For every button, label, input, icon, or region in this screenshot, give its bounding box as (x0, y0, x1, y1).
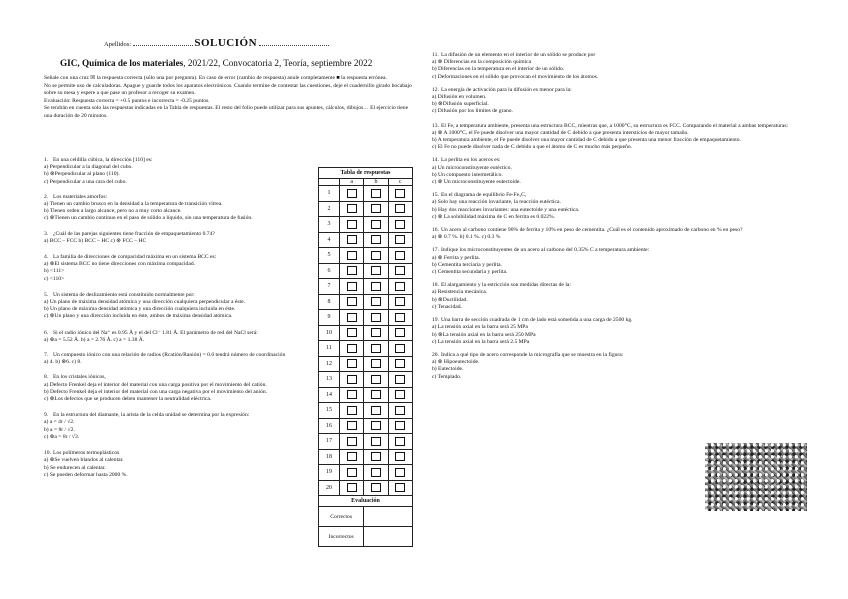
question-number: 17. (432, 247, 439, 254)
answer-checkbox[interactable] (347, 189, 357, 198)
option-b: b) ⊗Perpendicular al plano (110). (44, 171, 120, 178)
option-b: b) ⊗Difusión superficial. (432, 101, 489, 108)
evaluation-label: Correctos (319, 507, 364, 527)
option-a: a) ⊗ 0.7 %. b) 0.1 %. c) 0.3 % (432, 234, 501, 241)
option-a: a) 4. b) ⊗6. c) 8. (44, 359, 82, 366)
answer-cell (340, 232, 364, 248)
question-text: La energía de activación para la difusión es menor para la: (441, 86, 572, 93)
question-text: La perlita en los aceros es: (441, 157, 501, 164)
option-c: c) ⊗Un plano y una dirección incluida en éste, ambos de máxima densidad atómica. (44, 313, 233, 320)
question-text: Los materiales amorfos: (53, 193, 108, 200)
answer-row (319, 418, 413, 434)
answer-cell (388, 449, 412, 465)
option-a: a) Solo hay una reacción invariante, la reacción eutéctica. (432, 199, 561, 206)
answer-cell (340, 418, 364, 434)
answer-row (319, 201, 413, 217)
option-b: b) Un plano de máxima densidad atómica y una dirección cualquiera incluida en éste. (44, 306, 236, 313)
option-c: c) Se pueden deformar hasta 2000 %. (44, 471, 128, 478)
answer-cell (340, 465, 364, 481)
answer-cell (364, 279, 388, 295)
answer-checkbox[interactable] (347, 437, 357, 446)
question-19 (432, 317, 807, 346)
instruction-3: Evaluación: Respuesta correcta = +0.5 puntos e incorrecta = -0.25 puntos. (44, 97, 210, 104)
option-a: a) La tensión axial en la barra será 25 MPa (432, 324, 528, 331)
question-number: 11. (432, 52, 439, 58)
row-number: 14 (319, 387, 340, 403)
answer-cell (364, 418, 388, 434)
question-number: 4. (44, 254, 49, 261)
answer-cell (340, 279, 364, 295)
answer-table-title: Tabla de respuestas (319, 168, 413, 179)
col-header: b (364, 179, 388, 186)
answer-row (319, 341, 413, 357)
answer-cell (388, 232, 412, 248)
option-a: a) ⊗ A 1000°C, el Fe puede disolver una mayor cantidad de C debido a que presenta intersticios de mayor tamaño. (432, 129, 689, 136)
answer-cell (388, 310, 412, 326)
row-number: 19 (319, 465, 340, 481)
answer-cell (364, 232, 388, 248)
option-b: b) Diferencias en la temperatura en el interior de un sólido. (432, 66, 565, 73)
question-6 (44, 330, 306, 344)
answer-cell (388, 201, 412, 217)
instructions (44, 75, 416, 121)
question-text: En los cristales iónicos, (53, 374, 106, 381)
answer-cell (388, 248, 412, 264)
question-4 (44, 254, 306, 283)
row-number: 2 (319, 201, 340, 217)
question-5 (44, 292, 306, 321)
answer-checkbox[interactable] (395, 266, 405, 275)
question-12 (432, 87, 807, 116)
question-8 (44, 374, 306, 403)
question-10 (44, 450, 306, 479)
question-13 (432, 123, 807, 152)
answer-cell (340, 434, 364, 450)
question-number: 14. (432, 157, 439, 164)
answer-cell (364, 217, 388, 233)
row-number: 17 (319, 434, 340, 450)
evaluation-title: Evaluación (319, 496, 413, 507)
question-text: Un compuesto iónico con una relación de radios (Rcatión/Ranión) = 0.6 tendrá número de coordinación (53, 352, 286, 359)
option-c: c) Perpendicular a una cara del cubo. (44, 178, 127, 185)
option-a: a) ⊗Se vuelven blandos al calentar. (44, 457, 124, 464)
answer-checkbox[interactable] (395, 452, 405, 461)
answer-checkbox[interactable] (347, 406, 357, 415)
option-b: b) ⊗La tensión axial en la barra será 250 MPa (432, 331, 536, 338)
answer-checkbox[interactable] (395, 359, 405, 368)
row-number: 18 (319, 449, 340, 465)
answer-cell (340, 201, 364, 217)
option-b: b) Tienen orden a largo alcance, pero no a muy corto alcance. (44, 208, 182, 215)
apellidos-line (104, 37, 329, 49)
option-b: b) a = 8r / √2. (44, 426, 75, 433)
option-a: a) Difusión en volumen. (432, 94, 487, 101)
answer-cell (340, 387, 364, 403)
answer-checkbox[interactable] (371, 437, 381, 446)
answer-checkbox[interactable] (371, 282, 381, 291)
answer-cell (340, 310, 364, 326)
row-number: 15 (319, 403, 340, 419)
question-number: 10. (44, 450, 51, 457)
answer-row (319, 248, 413, 264)
answer-checkbox[interactable] (371, 266, 381, 275)
answer-checkbox[interactable] (395, 235, 405, 244)
answer-checkbox[interactable] (347, 282, 357, 291)
answer-checkbox[interactable] (371, 235, 381, 244)
answer-cell (364, 201, 388, 217)
answer-checkbox[interactable] (395, 437, 405, 446)
answer-checkbox[interactable] (395, 344, 405, 353)
answer-cell (388, 418, 412, 434)
answer-checkbox[interactable] (395, 282, 405, 291)
answer-checkbox[interactable] (395, 220, 405, 229)
option-a: a) Perpendicular a la diagonal del cubo. (44, 164, 133, 171)
answer-checkbox[interactable] (347, 468, 357, 477)
row-number: 8 (319, 294, 340, 310)
answer-cell (364, 387, 388, 403)
answer-checkbox[interactable] (371, 204, 381, 213)
question-text: En la estructura del diamante, la arista de la celda unidad se determina por la expresión: (53, 412, 250, 419)
question-17 (432, 247, 807, 276)
answer-checkbox[interactable] (395, 297, 405, 306)
answer-checkbox[interactable] (371, 406, 381, 415)
option-c: c) ⊗Tienen un cambio continuo en el paso de sólido a líquido, sin una temperatura de fusión. (44, 215, 253, 222)
question-number: 20. (432, 351, 439, 358)
answer-cell (364, 294, 388, 310)
answer-checkbox[interactable] (347, 452, 357, 461)
questions-right (432, 52, 807, 387)
question-text: El alargamiento y la estricción son medidas directas de la: (441, 282, 571, 289)
answer-cell (388, 341, 412, 357)
answer-cell (340, 480, 364, 496)
option-c: c) Difusión por los límites de grano. (432, 108, 513, 115)
question-text: Un acero al carbono contiene 90% de ferrita y 10% en peso de cementita. ¿Cuál es el contenido aproximado de carbono en % en peso? (441, 227, 743, 234)
question-9 (44, 412, 306, 441)
option-c: c) ⊗Los defectos que se producen deben mantener la neutralidad eléctrica. (44, 396, 212, 403)
answer-cell (364, 372, 388, 388)
question-number: 19. (432, 317, 439, 324)
answer-row (319, 310, 413, 326)
answer-cell (364, 310, 388, 326)
answer-row (319, 449, 413, 465)
answer-checkbox[interactable] (347, 251, 357, 260)
option-b: b) Se endurecen al calentar. (44, 464, 106, 471)
answer-checkbox[interactable] (395, 406, 405, 415)
row-number: 1 (319, 186, 340, 202)
row-number: 10 (319, 325, 340, 341)
answer-cell (364, 325, 388, 341)
answer-row (319, 434, 413, 450)
answer-checkbox[interactable] (371, 189, 381, 198)
question-text: Un sistema de deslizamiento está constituido normalmente por: (53, 291, 195, 298)
question-18 (432, 282, 807, 311)
answer-checkbox[interactable] (371, 328, 381, 337)
question-number: 7. (44, 352, 49, 359)
answer-cell (340, 248, 364, 264)
option-a: a) Un plano de máxima densidad atómica y una dirección cualquiera perpendicular a éste. (44, 299, 245, 306)
answer-row (319, 294, 413, 310)
row-number: 7 (319, 279, 340, 295)
instruction-2: No se permite uso de calculadoras. Apague y guarde todos los aparatos electrónicos. Cuando termine de contestar las cuestiones, deje el cuadernillo girado bocabajo sobre su mesa y espere a que pase un profesor a recoger su examen. (44, 82, 412, 97)
option-b: b) Cementita terciaria y perlita. (432, 261, 503, 268)
answer-row (319, 263, 413, 279)
option-c: c) Templado. (432, 373, 462, 380)
answer-cell (388, 387, 412, 403)
answer-cell (388, 434, 412, 450)
answer-row (319, 403, 413, 419)
option-a: a) Defecto Frenkel deja el interior del material con una carga positiva por el movimiento del catión. (44, 381, 267, 388)
micrograph-image (705, 443, 807, 511)
answer-checkbox[interactable] (371, 313, 381, 322)
question-text: Los polímeros termoplásticos (53, 450, 120, 457)
question-7 (44, 352, 306, 366)
answer-row (319, 465, 413, 481)
answer-cell (364, 248, 388, 264)
question-text: La familia de direcciones de compacidad máxima en un sistema BCC es: (53, 254, 217, 261)
answer-checkbox[interactable] (371, 220, 381, 229)
option-b: b) Eutectoide. (432, 366, 464, 373)
answer-checkbox[interactable] (395, 468, 405, 477)
option-b: b) Hay dos reacciones invariantes: una eutectoide y una eutéctica. (432, 206, 580, 213)
option-c: c) Tenacidad. (432, 303, 462, 310)
answer-cell (340, 341, 364, 357)
answer-checkbox[interactable] (395, 204, 405, 213)
answer-checkbox[interactable] (395, 251, 405, 260)
question-3 (44, 231, 306, 245)
question-text: ¿Cuál de las parejas siguientes tiene fracción de empaquetamiento 0.74? (53, 230, 215, 237)
answer-checkbox[interactable] (347, 235, 357, 244)
question-text: En una celdilla cúbica, la dirección [110] es: (53, 157, 153, 163)
answer-checkbox[interactable] (371, 359, 381, 368)
row-number: 13 (319, 372, 340, 388)
title-rest: , 2021/22, Convocatoria 2, Teoría, septiembre 2022 (183, 58, 373, 68)
question-number: 2. (44, 193, 49, 200)
answer-cell (364, 434, 388, 450)
question-number: 16. (432, 227, 439, 234)
row-number: 16 (319, 418, 340, 434)
answer-cell (340, 403, 364, 419)
questions-left (44, 157, 306, 485)
answer-cell (364, 263, 388, 279)
answer-cell (340, 449, 364, 465)
question-number: 1. (44, 157, 49, 163)
answer-cell (364, 480, 388, 496)
answer-checkbox[interactable] (347, 220, 357, 229)
col-header: a (340, 179, 364, 186)
option-c: c) La tensión axial en la barra será 2.5 MPa (432, 338, 530, 345)
answer-checkbox[interactable] (395, 483, 405, 492)
apellidos-value: SOLUCIÓN (194, 37, 258, 49)
answer-cell (340, 263, 364, 279)
answer-checkbox[interactable] (347, 359, 357, 368)
answer-checkbox[interactable] (395, 390, 405, 399)
option-a: a) a = 4r / √2. (44, 419, 75, 426)
question-14 (432, 157, 807, 186)
question-number: 18. (432, 282, 439, 289)
option-a: a) ⊗ Ferrita y perlita. (432, 254, 481, 261)
evaluation-value[interactable] (364, 527, 413, 547)
question-number: 5. (44, 291, 49, 298)
answer-checkbox[interactable] (347, 266, 357, 275)
question-text: Indique los microconstituyentes de un acero al carbono del 0.35% C a temperatura ambiente: (441, 247, 650, 254)
answer-checkbox[interactable] (371, 297, 381, 306)
answer-cell (340, 356, 364, 372)
option-a: a) ⊗ Hipoeutectoide. (432, 359, 480, 366)
answer-checkbox[interactable] (347, 344, 357, 353)
question-2 (44, 194, 306, 223)
row-number: 5 (319, 248, 340, 264)
answer-checkbox[interactable] (347, 483, 357, 492)
option-a: a) Tienen un cambio brusco en la densidad a la temperatura de transición vítrea. (44, 201, 223, 208)
exam-title (60, 58, 372, 68)
answer-row (319, 279, 413, 295)
row-number: 6 (319, 263, 340, 279)
option-b: b) ⊗Ductilidad. (432, 296, 468, 303)
answer-checkbox[interactable] (347, 204, 357, 213)
answer-cell (388, 356, 412, 372)
answer-checkbox[interactable] (371, 421, 381, 430)
option-b: b) A temperatura ambiente, el Fe puede disolver una mayor cantidad de C debido a que presenta una menor fracción de empaquetamiento. (432, 137, 741, 144)
row-number: 11 (319, 341, 340, 357)
option-a: a) Resistencia mecánica. (432, 289, 488, 296)
row-number: 12 (319, 356, 340, 372)
question-text: La difusión de un elemento en el interior de un sólido se produce por (441, 52, 596, 58)
answer-checkbox[interactable] (395, 328, 405, 337)
answer-cell (388, 372, 412, 388)
question-number: 8. (44, 374, 49, 381)
instruction-1: Señale con una cruz ☒ la respuesta correcta (sólo una por pregunta). En caso de error (cambio de respuesta) anule completamente ■ la respuesta errónea. (44, 75, 387, 81)
option-a: a) BCC – FCC b) BCC – HC c) ⊗ FCC – HC (44, 237, 147, 244)
answer-checkbox[interactable] (371, 251, 381, 260)
option-a: a) ⊗a = 5.52 Å. b) a = 2.76 Å. c) a = 1.38 Å. (44, 336, 145, 343)
question-16 (432, 227, 807, 241)
answer-row (319, 480, 413, 496)
answer-row (319, 217, 413, 233)
corner-cell (319, 179, 340, 186)
question-15 (432, 192, 807, 221)
row-number: 20 (319, 480, 340, 496)
option-a: a) ⊗El sistema BCC no tiene direcciones con máxima compacidad. (44, 261, 196, 268)
answer-row (319, 232, 413, 248)
instruction-4: Se tendrán en cuenta solo las respuestas indicadas en la Tabla de respuestas. El resto del folio puede utilizar para sus apuntes, cálculos, dibujos… El ejercicio tiene una duración de 20 minutos. (44, 105, 409, 119)
answer-row (319, 387, 413, 403)
option-a: a) ⊗ Diferencias en la composición química (432, 59, 532, 66)
question-text: Si el radio iónico del Na⁺ es 0.95 Å y el del Cl⁻ 1.81 Å. El parámetro de red del NaCl será: (53, 329, 258, 336)
option-c: c) ⊗ Un microconstituyente eutectoide. (432, 179, 521, 186)
answer-checkbox[interactable] (371, 468, 381, 477)
answer-checkbox[interactable] (371, 344, 381, 353)
question-1 (44, 157, 306, 186)
answer-cell (388, 325, 412, 341)
answer-cell (388, 294, 412, 310)
answer-cell (364, 465, 388, 481)
option-c: c) El Fe no puede disolver nada de C debido a que el átomo de C es mucho más pequeño. (432, 144, 633, 151)
answer-checkbox[interactable] (395, 421, 405, 430)
answer-checkbox[interactable] (371, 483, 381, 492)
answer-table (318, 167, 413, 547)
option-b: b) Defecto Frenkel deja el interior del material con una carga negativa por el movimiento del anión. (44, 388, 268, 395)
question-number: 6. (44, 329, 49, 336)
option-b: b) Un compuesto intermetálico. (432, 171, 503, 178)
question-text: En el diagrama de equilibrio Fe-Fe₃C, (441, 192, 527, 199)
option-c: c) ⊗a = 8r / √3. (44, 433, 80, 440)
option-c: c) <110> (44, 275, 65, 282)
answer-cell (340, 372, 364, 388)
title-bold: GIC, Química de los materiales (60, 58, 184, 68)
answer-cell (364, 186, 388, 202)
row-number: 9 (319, 310, 340, 326)
answer-checkbox[interactable] (371, 390, 381, 399)
question-20 (432, 352, 807, 381)
answer-cell (388, 217, 412, 233)
option-c: c) Cementita secundaria y perlita. (432, 269, 508, 276)
answer-cell (364, 403, 388, 419)
answer-checkbox[interactable] (347, 390, 357, 399)
question-11 (432, 52, 807, 81)
evaluation-value[interactable] (364, 507, 413, 527)
answer-cell (388, 403, 412, 419)
question-number: 15. (432, 192, 439, 199)
answer-cell (364, 356, 388, 372)
answer-cell (340, 217, 364, 233)
question-number: 13. (432, 122, 439, 129)
answer-checkbox[interactable] (395, 313, 405, 322)
answer-row (319, 372, 413, 388)
answer-cell (388, 279, 412, 295)
answer-checkbox[interactable] (371, 375, 381, 384)
col-header: c (388, 179, 412, 186)
option-a: a) Un microconstituyente eutéctico. (432, 164, 512, 171)
answer-checkbox[interactable] (347, 421, 357, 430)
evaluation-label: Incorrectos (319, 527, 364, 547)
answer-checkbox[interactable] (347, 328, 357, 337)
answer-cell (364, 449, 388, 465)
answer-checkbox[interactable] (371, 452, 381, 461)
answer-table-wrap (318, 167, 413, 547)
answer-checkbox[interactable] (395, 375, 405, 384)
answer-cell (340, 186, 364, 202)
answer-cell (364, 341, 388, 357)
answer-checkbox[interactable] (395, 189, 405, 198)
row-number: 3 (319, 217, 340, 233)
answer-checkbox[interactable] (347, 297, 357, 306)
question-number: 3. (44, 230, 49, 237)
answer-cell (388, 263, 412, 279)
answer-checkbox[interactable] (347, 375, 357, 384)
option-c: c) Deformaciones en el sólido que provocan el movimiento de los átomos. (432, 73, 599, 80)
answer-row (319, 325, 413, 341)
answer-cell (340, 325, 364, 341)
question-text: El Fe, a temperatura ambiente, presenta una estructura BCC, mientras que, a 1000°C, su estructura es FCC. Comparando el material a ambas temperaturas: (441, 122, 789, 129)
question-number: 9. (44, 412, 49, 419)
row-number: 4 (319, 232, 340, 248)
answer-row (319, 186, 413, 202)
answer-checkbox[interactable] (347, 313, 357, 322)
answer-cell (340, 294, 364, 310)
answer-row (319, 356, 413, 372)
question-number: 12. (432, 86, 439, 93)
answer-cell (388, 186, 412, 202)
question-text: Una barra de sección cuadrada de 1 cm de lado está sometida a una carga de 2500 kg. (441, 317, 633, 324)
option-b: b) <111> (44, 268, 65, 275)
answer-cell (388, 465, 412, 481)
apellidos-label: Apellidos: (104, 41, 132, 48)
answer-cell (388, 480, 412, 496)
question-text: Indica a qué tipo de acero corresponde la micrografía que se muestra en la figura: (441, 351, 624, 358)
option-c: c) ⊗ La solubilidad máxima de C en ferrita es 0.022%. (432, 213, 556, 220)
